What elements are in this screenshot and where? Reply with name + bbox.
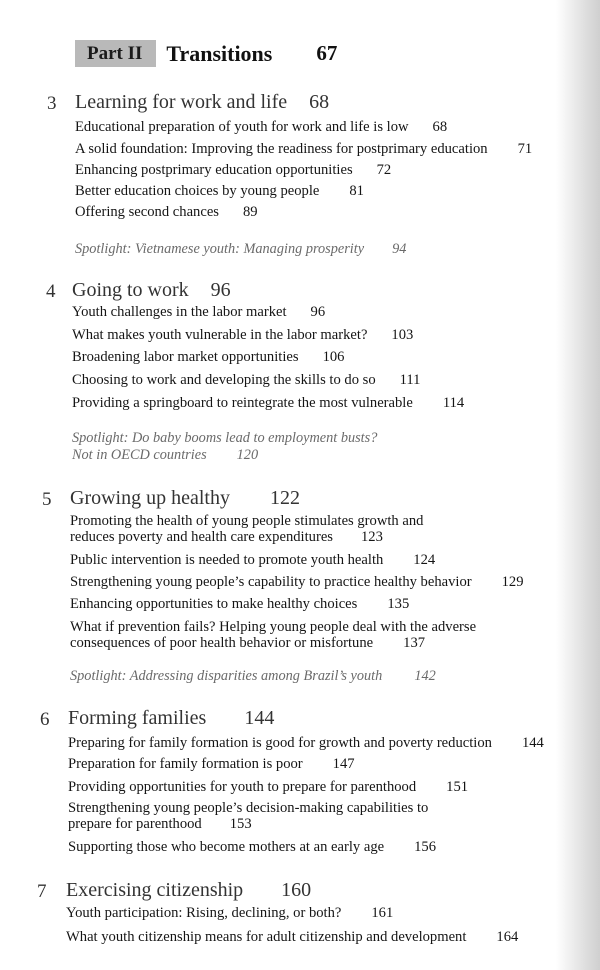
- toc-entry[interactable]: Preparing for family formation is good for growth and poverty reduction 144: [68, 735, 544, 751]
- chapter-page-number: 68: [309, 91, 330, 113]
- toc-entry[interactable]: Supporting those who become mothers at an early age 156: [68, 839, 437, 855]
- chapter-number: 7: [37, 881, 47, 902]
- entry-page-number: 164: [496, 929, 519, 945]
- chapter-page-number: 122: [269, 487, 300, 509]
- chapter-page-number: 160: [281, 879, 312, 901]
- toc-entry[interactable]: What if prevention fails? Helping young people deal with the adverse consequences of poor health behavior or misfortune 137: [70, 619, 477, 651]
- toc-entry[interactable]: Strengthening young people’s capability to practice healthy behavior 129: [70, 574, 524, 590]
- entry-page-number: 114: [442, 395, 465, 411]
- toc-entry[interactable]: Broadening labor market opportunities 106: [72, 349, 345, 365]
- entry-page-number: 68: [432, 119, 448, 135]
- page-edge-shadow: [556, 0, 600, 970]
- toc-entry[interactable]: A solid foundation: Improving the readiness for postprimary education 71: [75, 141, 533, 157]
- entry-page-number: 96: [310, 304, 326, 320]
- entry-page-number: 156: [414, 839, 437, 855]
- toc-entry[interactable]: Enhancing opportunities to make healthy choices 135: [70, 596, 410, 612]
- chapter-title-text: Growing up healthy: [70, 487, 230, 509]
- toc-entry[interactable]: Promoting the health of young people stimulates growth and reduces poverty and health care expenditures 123: [70, 513, 424, 545]
- toc-entry[interactable]: What youth citizenship means for adult citizenship and development 164: [66, 929, 519, 945]
- chapter-page-number: 96: [210, 279, 231, 301]
- toc-entry[interactable]: Strengthening young people’s decision-making capabilities to prepare for parenthood 153: [68, 800, 429, 832]
- toc-entry[interactable]: Youth participation: Rising, declining, or both? 161: [66, 905, 394, 921]
- entry-page-number: 103: [391, 327, 414, 343]
- toc-entry[interactable]: Preparation for family formation is poor 147: [68, 756, 355, 772]
- entry-page-number: 153: [229, 815, 252, 832]
- entry-page-number: 124: [413, 552, 436, 568]
- toc-entry[interactable]: What makes youth vulnerable in the labor market? 103: [72, 327, 414, 343]
- entry-page-number: 135: [387, 596, 410, 612]
- chapter-title-text: Forming families: [68, 707, 207, 729]
- entry-page-number: 161: [371, 905, 394, 921]
- toc-entry[interactable]: Providing a springboard to reintegrate the most vulnerable 114: [72, 395, 465, 411]
- entry-page-number: 123: [360, 528, 383, 545]
- chapter-title-text: Going to work: [72, 279, 189, 301]
- chapter-title-text: Exercising citizenship: [66, 879, 244, 901]
- chapter-title: [66, 879, 311, 902]
- entry-page-number: 147: [332, 756, 355, 772]
- part-title: Transitions: [166, 40, 273, 66]
- chapter-number: 4: [46, 281, 56, 302]
- spotlight-entry[interactable]: Spotlight: Addressing disparities among Brazil’s youth 142: [70, 668, 436, 684]
- chapter-title: [72, 279, 231, 302]
- toc-entry[interactable]: Offering second chances 89: [75, 204, 258, 220]
- toc-entry[interactable]: Enhancing postprimary education opportunities 72: [75, 162, 392, 178]
- chapter-title: [70, 487, 300, 510]
- chapter-number: 5: [42, 489, 52, 510]
- chapter-title: [75, 91, 329, 114]
- toc-entry[interactable]: Better education choices by young people 81: [75, 183, 364, 199]
- toc-entry[interactable]: Youth challenges in the labor market 96: [72, 304, 326, 320]
- entry-page-number: 129: [501, 574, 524, 590]
- part-label: Part II: [75, 40, 156, 67]
- chapter-page-number: 144: [244, 707, 275, 729]
- toc-entry[interactable]: Providing opportunities for youth to prepare for parenthood 151: [68, 779, 469, 795]
- entry-page-number: 81: [349, 183, 364, 199]
- part-header: [75, 40, 337, 67]
- entry-page-number: 71: [517, 141, 533, 157]
- entry-page-number: 111: [399, 372, 421, 388]
- entry-page-number: 106: [322, 349, 345, 365]
- chapter-title-text: Learning for work and life: [75, 91, 288, 113]
- entry-page-number: 89: [243, 204, 258, 220]
- toc-entry[interactable]: Public intervention is needed to promote youth health 124: [70, 552, 436, 568]
- entry-page-number: 137: [403, 634, 426, 651]
- entry-page-number: 144: [521, 735, 544, 751]
- part-page-number: 67: [316, 41, 338, 65]
- chapter-number: 6: [40, 709, 50, 730]
- toc-entry[interactable]: Educational preparation of youth for work and life is low 68: [75, 119, 448, 135]
- chapter-number: 3: [47, 93, 57, 114]
- toc-entry[interactable]: Choosing to work and developing the skills to do so 111: [72, 372, 421, 388]
- entry-page-number: 72: [376, 162, 392, 178]
- spotlight-page-number: 94: [392, 241, 407, 257]
- entry-page-number: 151: [446, 779, 469, 795]
- spotlight-entry[interactable]: Spotlight: Do baby booms lead to employment busts? Not in OECD countries 120: [72, 430, 378, 463]
- spotlight-page-number: 120: [236, 447, 259, 463]
- chapter-title: [68, 707, 274, 730]
- spotlight-page-number: 142: [414, 668, 436, 684]
- spotlight-entry[interactable]: Spotlight: Vietnamese youth: Managing prosperity 94: [75, 241, 407, 257]
